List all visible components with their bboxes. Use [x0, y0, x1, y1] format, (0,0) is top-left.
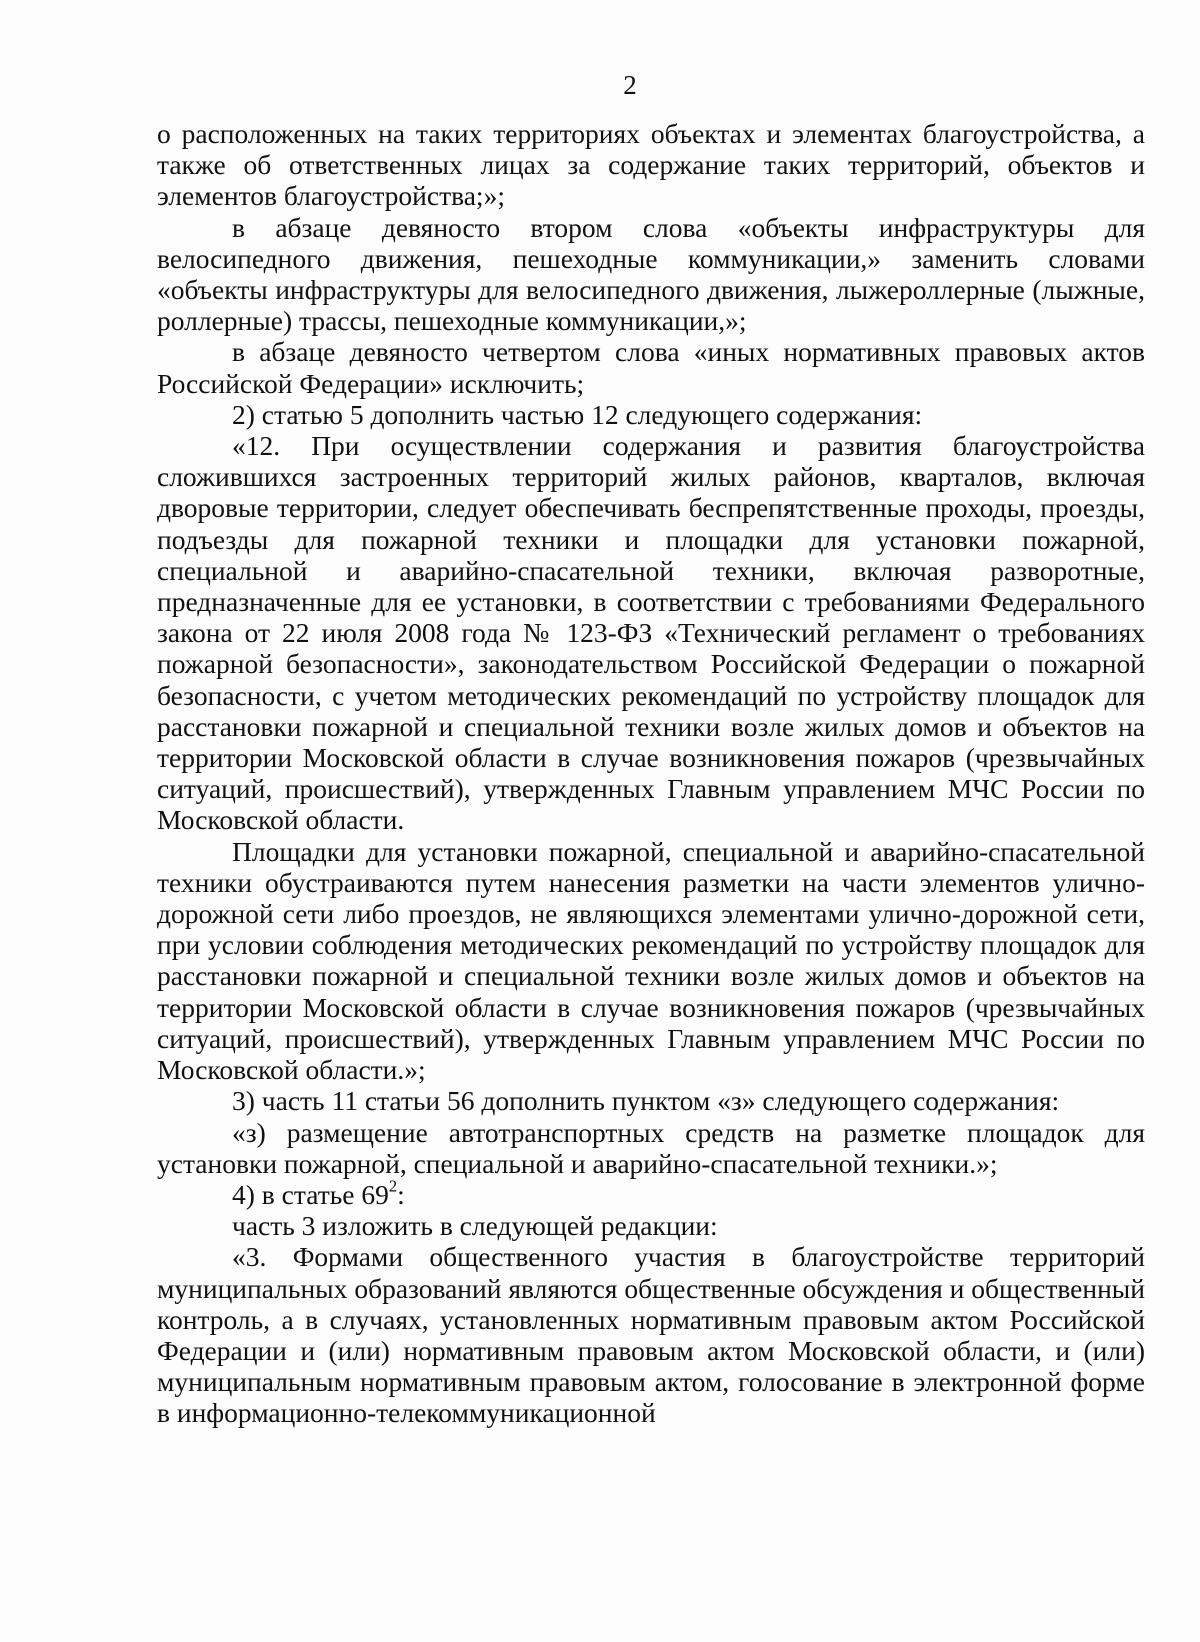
paragraph-8: «з) размещение автотранспортных средств на разметке площадок для установки пожарной, специальной и аварийно-спасательной техники.»; — [157, 1116, 1145, 1179]
article-superscript: 2 — [388, 1176, 398, 1196]
paragraph-2: в абзаце девяносто втором слова «объекты инфраструктуры для велосипедного движения, пешеходные коммуникации,» заменить словами «объекты инфраструктуры для велосипедного движения, лыжероллерные (лыжные, роллерные) трассы, пешеходные коммуникации,»; — [157, 211, 1145, 337]
page-number: 2 — [623, 70, 637, 100]
paragraph-7: 3) часть 11 статьи 56 дополнить пунктом «з» следующего содержания: — [232, 1085, 1060, 1117]
paragraph-10: часть 3 изложить в следующей редакции: — [232, 1210, 718, 1242]
paragraph-9-text: 4) в статье 69 — [232, 1178, 389, 1210]
paragraph-1: о расположенных на таких территориях объектах и элементах благоустройства, а также об ответственных лицах за содержание таких территорий, объектов и элементов благоустройства;»; — [157, 118, 1145, 212]
paragraph-3: в абзаце девяносто четвертом слова «иных нормативных правовых актов Российской Федерации» исключить; — [157, 336, 1145, 399]
paragraph-5: «12. При осуществлении содержания и развития благоустройства сложившихся застроенных территорий жилых районов, кварталов, включая дворовые территории, следует обеспечивать беспрепятственные проходы, проезды, подъезды для пожарной техники и площадки для установки пожарной, специальной и аварийно-спасательной техники, включая разворотные, предназначенные для ее установки, в соответствии с требованиями Федерального закона от 22 июля 2008 года № 123-ФЗ «Технический регламент о требованиях пожарной безопасности», законодательством Российской Федерации о пожарной безопасности, с учетом методических рекомендаций по устройству площадок для расстановки пожарной и специальной техники возле жилых домов и объектов на территории Московской области в случае возникновения пожаров (чрезвычайных ситуаций, происшествий), утвержденных Главным управлением МЧС России по Московской области. — [157, 430, 1145, 836]
paragraph-9 — [157, 1176, 1145, 1210]
paragraph-9-tail: : — [397, 1178, 405, 1210]
paragraph-6: Площадки для установки пожарной, специальной и аварийно-спасательной техники обустраиваются путем нанесения разметки на части элементов улично-дорожной сети либо проездов, не являющихся элементами улично-дорожной сети, при условии соблюдения методических рекомендаций по устройству площадок для расстановки пожарной и специальной техники возле жилых домов и объектов на территории Московской области в случае возникновения пожаров (чрезвычайных ситуаций, происшествий), утвержденных Главным управлением МЧС России по Московской области.»; — [157, 835, 1145, 1086]
paragraph-11: «3. Формами общественного участия в благоустройстве территорий муниципальных образований являются общественные обсуждения и общественный контроль, а в случаях, установленных нормативным правовым актом Российской Федерации и (или) нормативным правовым актом Московской области, и (или) муниципальным нормативным правовым актом, голосование в электронной форме в информационно-телекоммуникационной — [157, 1241, 1145, 1429]
document-body — [157, 118, 1145, 1429]
paragraph-4: 2) статью 5 дополнить частью 12 следующего содержания: — [232, 398, 923, 430]
